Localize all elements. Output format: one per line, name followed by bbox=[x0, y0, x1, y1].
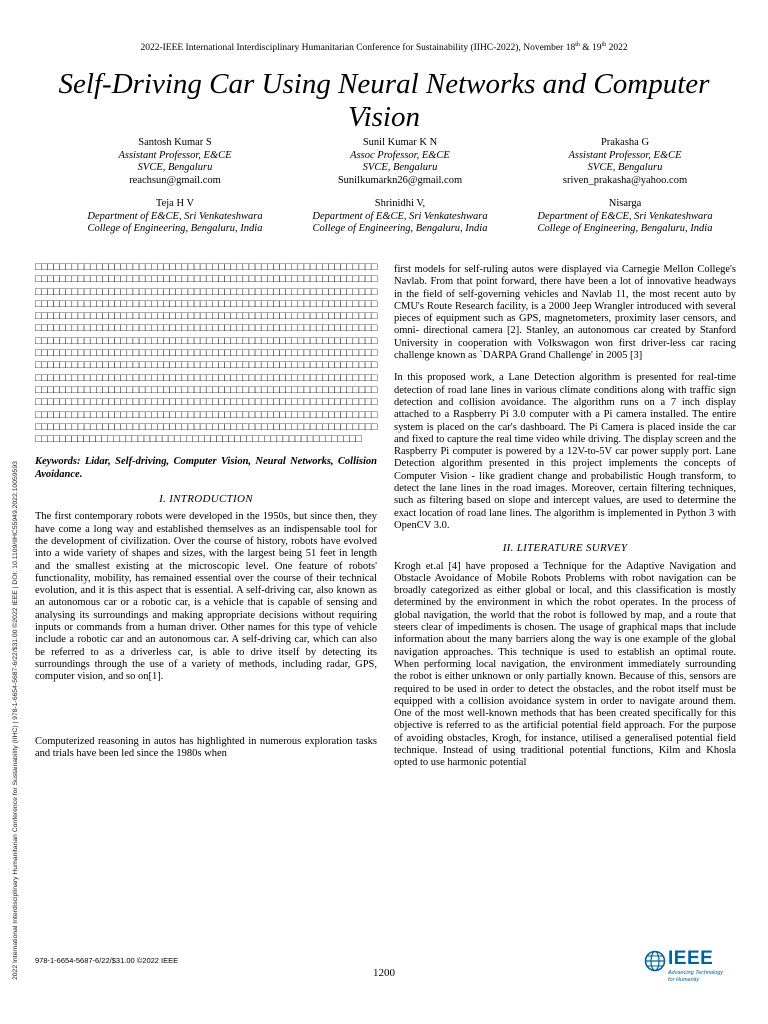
author-block bbox=[295, 137, 505, 187]
paragraph: Computerized reasoning in autos has highlighted in numerous exploration tasks and trials have been led since the 1980s when bbox=[35, 735, 377, 759]
ieee-logo bbox=[644, 948, 734, 984]
author-block bbox=[70, 198, 280, 236]
author-block bbox=[70, 137, 280, 187]
author-org: SVCE, Bengaluru bbox=[137, 162, 213, 173]
paper-title: Self-Driving Car Using Neural Networks and Computer Vision bbox=[58, 68, 710, 133]
author-dept: Department of E&CE, Sri Venkateshwara bbox=[312, 210, 488, 222]
author-email: reachsun@gmail.com bbox=[129, 174, 221, 186]
ieee-tagline: Advancing Technology for Humanity bbox=[668, 970, 724, 983]
keywords: Keywords: Lidar, Self-driving, Computer Vision, Neural Networks, Collision Avoidance. bbox=[35, 456, 377, 480]
section-heading-literature-survey: II. LITERATURE SURVEY bbox=[502, 542, 628, 555]
left-column bbox=[35, 262, 377, 770]
page-number: 1200 bbox=[373, 967, 395, 979]
doi-sidebar: 2022 International Interdisciplinary Humanitarian Conference for Sustainability (IIHC) | 978-1-6654-5687-6/22/$31.00 ©2022 IEEE | DOI: 10.1109/IIHC55949.2022.10059593 bbox=[12, 461, 19, 980]
author-college: College of Engineering, Bengaluru, India bbox=[537, 223, 713, 234]
author-dept: Department of E&CE, Sri Venkateshwara bbox=[537, 210, 713, 222]
author-name: Prakasha G bbox=[600, 137, 650, 148]
author-org: SVCE, Bengaluru bbox=[362, 162, 438, 173]
ieee-globe-icon bbox=[644, 950, 666, 972]
author-name: Nisarga bbox=[608, 198, 642, 209]
author-name: Santosh Kumar S bbox=[138, 137, 212, 148]
right-column bbox=[394, 264, 736, 780]
author-college: College of Engineering, Bengaluru, India bbox=[312, 223, 488, 234]
author-block bbox=[520, 198, 730, 236]
paragraph: first models for self-ruling autos were displayed via Carnegie Mellon College's Navlab. From that point forward, there have been a lot of innovative headways in the field of self-governing vehicles and Navlab 11, the most recent auto by CMU's Route Research facility, is a 2000 Jeep Wrangler introduced with several pieces of equipment such as GPS, magnetometers, proximity laser censors, and omni- directional camera [2]. Stanley, an autonomous car created by Stanford University in cooperation with Volkswagon won first driver-less car racing challenge known as `DARPA Grand Challenge' in 2005 [3] bbox=[394, 264, 736, 362]
author-block bbox=[520, 137, 730, 187]
author-email: Sunilkumarkn26@gmail.com bbox=[337, 174, 463, 186]
ieee-wordmark: IEEE bbox=[668, 948, 714, 969]
footer-copyright: 978-1-6654-5687-6/22/$31.00 ©2022 IEEE bbox=[35, 956, 179, 965]
author-block bbox=[295, 198, 505, 236]
conference-header: 2022-IEEE International Interdisciplinary Humanitarian Conference for Sustainability (IIHC-2022), November 18th & 19th 2022 bbox=[140, 42, 628, 54]
author-name: Teja H V bbox=[155, 198, 195, 209]
author-org: SVCE, Bengaluru bbox=[587, 162, 663, 173]
author-position: Assoc Professor, E&CE bbox=[350, 149, 450, 161]
paragraph: The first contemporary robots were developed in the 1950s, but since then, they have come a long way and established themselves as an indispensable tool for the development of civilization. Over the course of history, robots have evolved into a wide variety of shapes and sizes, with the largest being 51 feet in length and the smallest existing at the microscopic level. One feature of robots' functionality, mobility, has remained essential over the course of their technical evolution, and it is this aspect that is essential. A self-driving car, also known as an autonomous car or a robotic car, is a vehicle that is capable of sensing and analysing its surroundings and making appropriate decisions without requiring inputs or commands from a human driver. Other names for this type of vehicle include a robotic car and an autonomous car. A self-driving car, which can also be referred to as a driverless car, is able to drive itself by detecting its surroundings through the use of a variety of methods, including radar, GPS, computer vision, and so on[1]. bbox=[35, 511, 377, 683]
author-email: sriven_prakasha@yahoo.com bbox=[562, 174, 688, 186]
abstract-garbled: □□□□□□□□□□□□□□□□□□□□□□□□□□□□□□□□□□□□□□□□□□□□□□□□□□□□□□□□□□□□□□□□□□□□□□□□□□□□□□□□□□□□□□□□□□□□□□□□□□□□□□□□□□□□□□□□□□□□□□□□□□□□□□□□□□□□□□□□□□□□□□□□□□□□□□□□□□□□□□□□□□□□□□□□□□□□□□□□□□□□□□□□□□□□□□□□□□□□□□□□□□□□□□□□□□□□□□□□□□□□□□□□□□□□□□□□□□□□□□□□□□□□□□□□□□□□□□□□□□□□□□□□□□□□□□□□□□□□□□□□□□□□□□□□□□□□□□□□□□□□□□□□□□□□□□□□□□□□□□□□□□□□□□□□□□□□□□□□□□□□□□□□□□□□□□□□□□□□□□□□□□□□□□□□□□□□□□□□□□□□□□□□□□□□□□□□□□□□□□□□□□□□□□□□□□□□□□□□□□□□□□□□□□□□□□□□□□□□□□□□□□□□□□□□□□□□□□□□□□□□□□□□□□□□□□□□□□□□□□□□□□□□□□□□□□□□□□□□□□□□□□□□□□□□□□□□□□□□□□□□□□□□□□□□□□□□□□□□□□□□□□□□□□□□□□□□□□□□□□□□□□□□□□□□□□□□□□□□□□□□□□□□□□□□□□□□□□□□□□□□□□□□□□□□□□□□□□□□□□□□□□□□□□□□□□□□□□□□□□□□□□□□□□□□□□□□□□□□□□□□□□□□□□□□□□□□□□□□□□□□□□□□□□□□□□□□□□□□□□□□□□□□□□□□□□□□□□□□□□□□□□□□□□□□□□□□□□□□□□□□□□□□□□□□□□□□□□□□□□□□□□□□□□□□□□□□□□□□□□□□□□□□□□□□□□□□□□□□□□□□□□□□□□□□□□□□□□□□□□□□□□□□□□□□□□□□□□□□□□ bbox=[35, 262, 377, 446]
author-dept: Department of E&CE, Sri Venkateshwara bbox=[87, 210, 263, 222]
author-college: College of Engineering, Bengaluru, India bbox=[87, 223, 263, 234]
section-heading-introduction: I. INTRODUCTION bbox=[159, 493, 253, 506]
author-position: Assistant Professor, E&CE bbox=[118, 149, 232, 161]
author-position: Assistant Professor, E&CE bbox=[568, 149, 682, 161]
paragraph: Krogh et.al [4] have proposed a Technique for the Adaptive Navigation and Obstacle Avoidance of Mobile Robots Problems with robot navigation can be broadly categorized as either global or local, and this classification is mostly determined by the environment in which the robot operates. In the process of global navigation, the world that the robot is followed by map, and a route that steers clear of impediments is chosen. The usage of graphical maps that include information about the many barriers along the way is one example of the global navigation approaches. This technique is used to establish an optimal route. When performing local navigation, the environment immediately surrounding the robot is either unknown or only partially known. Because of this, sensors are required to be used in order to detect the obstacles, and the robot itself must be equipped with a collision avoidance system in order to navigate around them. One of the most well-known methods that has been created specifically for this objective is referred to as the artificial potential field approach. For the purpose of avoiding obstacles, Krogh, for instance, utilised a generalised potential field technique. Instead of using traditional potential functions, Kilm and Khosla opted to use harmonic potential bbox=[394, 560, 736, 769]
author-name: Sunil Kumar K N bbox=[362, 137, 438, 148]
paragraph: In this proposed work, a Lane Detection algorithm is presented for real-time detection of road lane lines in various climate conditions along with traffic sign detection and collision avoidance. The algorithm runs on a 7 inch display attached to a Raspberry Pi 3.0 computer with a Pi camera installed. The entire system is placed on the car's dashboard. The Pi Camera is placed inside the car and fixed to capture the real time video while driving. The display screen and the Raspberry Pi computer is powered by a 12V-to-5V car power supply port. Lane Detection algorithm presented in this project implements the concepts of Computer Vision - like gradient change and probabilistic Hough transform, to detect the lane lines in the road images. Moreover, certain filtering techniques, such as filtering based on slope and intercept values, are used to determine the exact location of road lane lines. The algorithm is implemented in Python 3 with OpenCV 3.0. bbox=[394, 372, 736, 531]
authors-row-1 bbox=[70, 137, 730, 187]
authors-row-2 bbox=[70, 198, 730, 236]
author-name: Shrinidhi V, bbox=[374, 198, 426, 209]
